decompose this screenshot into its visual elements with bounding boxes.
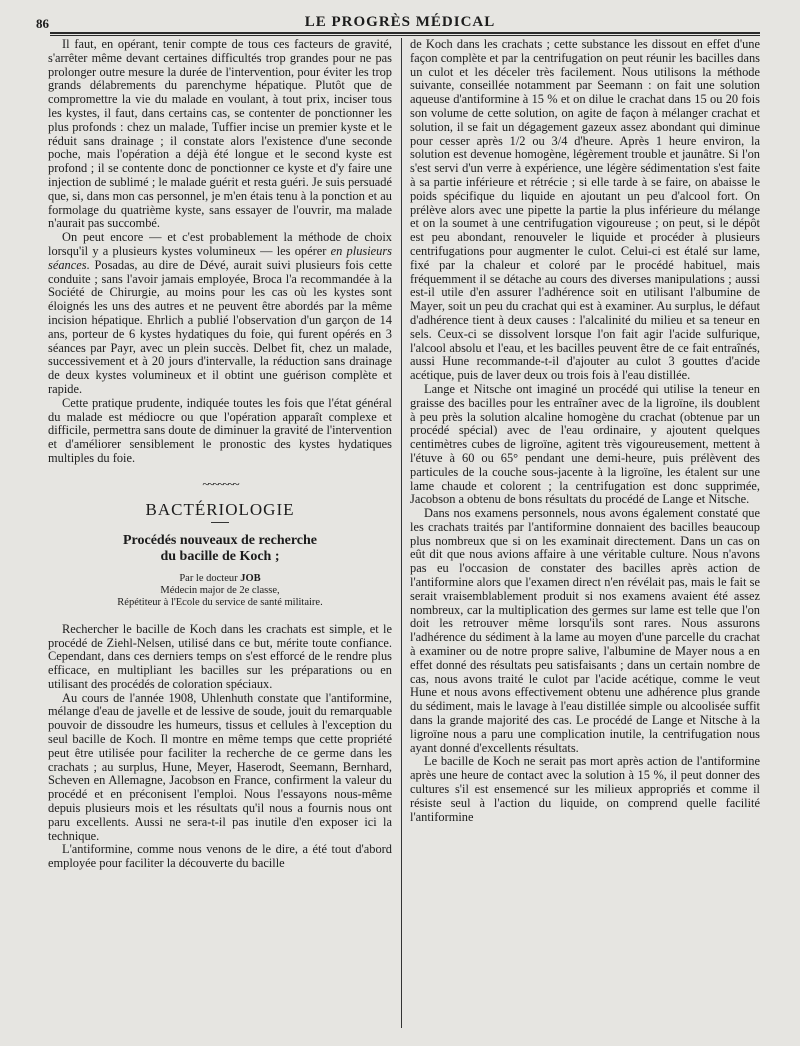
right-column bbox=[410, 38, 760, 1038]
paragraph: de Koch dans les crachats ; cette substance les dissout en effet d'une façon complète et par la centrifugation on peut réunir les bacilles dans un culot et les déceler très facilement. Nous utilisons la méthode suivante, conseillée notamment par Seemann : on fait une solution aqueuse d'antiformine à 15 % et on dilue le crachat dans 15 ou 20 fois son volume de cette solution, on agite de façon à mélanger crachat et solution, il se fait un dégagement gazeux assez abondant qui diminue pour cesser après 1/2 ou 3/4 d'heure. Après 1 heure environ, la solution est devenue homogène, légèrement trouble et jaunâtre. Si l'on s'est servi d'un verre à expérience, une légère sédimentation s'est faite à sa partie inférieure et rétrécie ; si elle tarde à se faire, on abaisse le poids spécifique du liquide en ajoutant un peu d'alcool fort. On prélève alors avec une pipette la partie la plus inférieure du mélange et on la soumet à une centrifugation vigoureuse ; on peut, si le dépôt est peu abondant, renouveler le liquide et procéder à plusieurs centrifugations pour augmenter le culot. Celui-ci est étalé sur lame, fixé par la chaleur et coloré par le procédé habituel, mais fréquemment il se détache au cours des diverses manipulations ; aussi est-il utile d'en assurer l'adhérence soit en utilisant l'albumine de Mayer, soit un peu du crachat qui est à examiner. Au surplus, le défaut d'adhérence tient à deux causes : l'alcalinité du milieu et sa teneur en sels. Ceux-ci se dissolvent lorsque l'on fait agir l'acide sulfurique, l'alcool absolu et l'eau, et les bacilles peuvent être de ce fait entraînés, aussi Hune recommande-t-il d'ajouter au culot 3 gouttes d'acide acétique, puis de laver deux ou trois fois à l'eau distillée. bbox=[410, 38, 760, 383]
column-divider bbox=[401, 38, 402, 1028]
paragraph: Lange et Nitsche ont imaginé un procédé qui utilise la teneur en graisse des bacilles pour les entraîner avec de la ligroïne, ils doublent à peu près la solution alcaline homogène du crachat (obtenue par un procédé spécial) avec de l'eau ordinaire, y ajoutent quelques centimètres cubes de ligroïne, agitent très vigoureusement, mettent à l'étuve à 60 ou 65° pendant une demi-heure, puis prélèvent des particules de la couche sous-jacente à la ligroïne, les étalent sur une lame chaude et colorent ; la centrifugation est donc supprimée, Jacobson a obtenu de bons résultats du procédé de Lange et Nitsche. bbox=[410, 381, 760, 507]
divider bbox=[211, 522, 229, 523]
author-name: JOB bbox=[240, 572, 261, 584]
left-column bbox=[48, 38, 392, 1038]
paragraph: L'antiformine, comme nous venons de le dire, a été tout d'abord employée pour faciliter la découverte du bacille bbox=[48, 842, 392, 871]
paragraph: Il faut, en opérant, tenir compte de tous ces facteurs de gravité, s'arrêter même devant certaines difficultés trop grandes pour ne pas prolonger outre mesure la durée de l'intervention, pour éviter les trop grands délabrements du parenchyme hépatique. Plutôt que de compromettre la vie du malade en voulant, à tout prix, inciser tous les kystes, il faut, dans certains cas, se contenter de ponctionner les plus profonds : chez un malade, Tuffier incise un premier kyste et le réduit sans drainage ; il constate alors l'existence d'une seconde poche, mais l'opération a déjà été longue et le second kyste est profond ; il se contente donc de ponctionner ce kyste et d'y faire une injection de sublimé ; le malade guérit et resta guéri. Je suis persuadé que, si, dans mon cas personnel, je m'en étais tenu à la ponction et au formolage du quatrième kyste, sans essayer de l'ouvrir, ma malade n'aurait pas succombé. bbox=[48, 38, 392, 231]
text-run: On peut encore — et c'est probablement la méthode de choix lorsqu'il y a plusieurs kystes volumineux — les opérer bbox=[48, 230, 392, 258]
byline-prefix: Par le docteur bbox=[179, 572, 241, 584]
byline-role: Médecin major de 2e classe, bbox=[160, 584, 280, 596]
journal-title: LE PROGRÈS MÉDICAL bbox=[304, 14, 496, 30]
section-ornament: ~~~~~~~ bbox=[202, 475, 238, 491]
byline-role: Répétiteur à l'Ecole du service de santé militaire. bbox=[117, 596, 323, 608]
text-run: . Posadas, au dire de Dévé, aurait suivi plusieurs fois cette conduite ; sans l'avoir jamais employée, Broca l'a recommandée à la Société de Chirurgie, au moins pour les cas où les kystes sont éloignés les uns des autres et ne peuvent être abordés par la même incision hépatique. Ehrlich a publié l'observation d'un garçon de 14 ans, porteur de 6 kystes hydatiques du foie, qui furent opérés en 3 séances par Payr, avec un plein succès. Delbet fit, chez un malade, successivement et à 20 jours d'intervalle, la réduction sans drainage de deux kystes volumineux et il obtint une guérison complète et rapide. bbox=[48, 257, 392, 396]
spacer bbox=[48, 609, 392, 623]
paragraph: Le bacille de Koch ne serait pas mort après action de l'antiformine après une heure de contact avec la solution à 15 %, il peut donner des cultures s'il est ensemencé sur les milieux appropriés et comme il résiste seul à l'action du liquide, on comprend quelle facilité l'antiformine bbox=[410, 754, 760, 824]
header-rule-thin bbox=[50, 35, 760, 36]
header-rule bbox=[50, 32, 760, 34]
paragraph bbox=[48, 231, 392, 397]
page-header bbox=[0, 0, 800, 36]
paragraph: Dans nos examens personnels, nous avons également constaté que les crachats traités par l'antiformine donnaient des bacilles beaucoup plus nombreux que si on les examinait directement. Dans un cas on eût dit que nous avions affaire à une véritable culture. Nous n'avons pas eu l'occasion de constater des bacilles après action de l'antiformine alors que l'examen direct n'en révélait pas, mais le fait se serait vraisemblablement produit si nos examens avaient été assez nombreux, car la multiplication des germes sur lame est telle que l'on doit les retrouver même lorsqu'ils sont rares. Nous assurons l'adhérence du sédiment à la lame au moyen d'une parcelle du crachat à examiner ou de notre propre salive, l'albumine de Mayer nous a en effet donné des résultats peu satisfaisants ; dans un certain nombre de cas, nous avons traité le culot par l'acide acétique, comme le veut Hune et nous avons effectivement obtenu une adhérence plus grande du sédiment, mais le lavage à l'eau distillée simple ou alcoolisée suffit dans la grande majorité des cas. Le procédé de Lange et Nitsche à la ligroïne nous a paru une complication inutile, la centrifugation nous ayant donné d'excellents résultats. bbox=[410, 506, 760, 755]
paragraph: Cette pratique prudente, indiquée toutes les fois que l'état général du malade est médiocre ou que l'opération apparaît complexe et difficile, permettra sans doute de diminuer la gravité de l'intervention et d'améliorer sensiblement le pronostic des kystes hydatiques multiples du foie. bbox=[48, 395, 392, 465]
article-title bbox=[48, 533, 392, 565]
emphasis-text: en plusieurs séances bbox=[48, 243, 392, 272]
paragraph: Rechercher le bacille de Koch dans les crachats est simple, et le procédé de Ziehl-Nelsen, utilisé dans ce but, mérite toute confiance. Cependant, dans ces derniers temps on s'est efforcé de le rendre plus efficace, en multipliant les bacilles sur les préparations ou en utilisant des procédés de coloration spéciaux. bbox=[48, 621, 392, 691]
article-title-line: du bacille de Koch ; bbox=[160, 548, 280, 564]
section-title: BACTÉRIOLOGIE bbox=[145, 499, 295, 519]
paragraph: Au cours de l'année 1908, Uhlenhuth constate que l'antiformine, mélange d'eau de javelle et de lessive de soude, jouit du remarquable pouvoir de dissoudre les humeurs, tissus et cellules à l'exception du seul bacille de Koch. Il montre en même temps que cette propriété peut être utilisée pour faciliter la recherche de ce germe dans les crachats ; au surplus, Hune, Meyer, Haserodt, Seemann, Bernhard, Scheven en Allemagne, Jacobson en France, confirment la valeur du procédé et en préconisent l'emploi. Nous l'essayons nous-même depuis plusieurs mois et les résultats qu'il nous a fournis nous ont paru excellents. Aussi ne sera-t-il pas inutile d'en exposer ici la technique. bbox=[48, 690, 392, 843]
byline bbox=[48, 573, 392, 609]
article-title-line: Procédés nouveaux de recherche bbox=[122, 532, 318, 548]
byline-author-line bbox=[48, 573, 392, 585]
page-number: 86 bbox=[36, 16, 49, 31]
